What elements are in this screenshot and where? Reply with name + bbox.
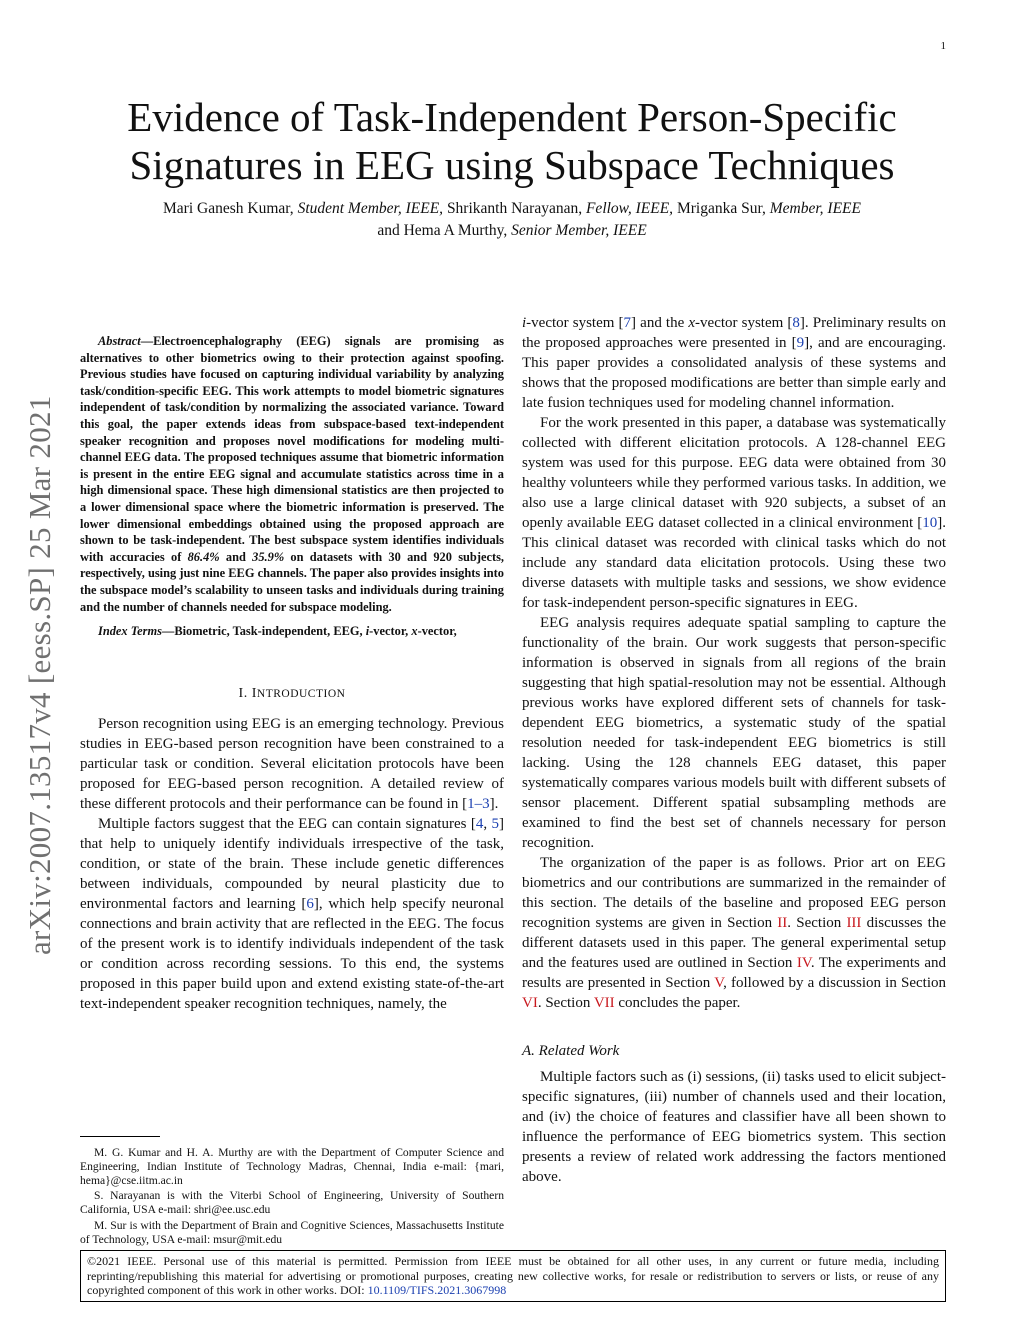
copyright-notice: [80, 1250, 946, 1302]
author-4-name: and Hema A Murthy,: [377, 222, 512, 239]
left-column: [80, 333, 504, 1014]
section-link[interactable]: IV: [796, 955, 811, 971]
intro-paragraph-4: [522, 413, 946, 613]
copyright-text: ©2021 IEEE. Personal use of this material is permitted. Permission from IEEE must be obtained for all other uses, in any current or future media, including reprinting/republishing this material for advertising or promotional purposes, creating new collective works, for resale or redistribution to servers or lists, or reuse of any copyrighted component of this work in other works. DOI:: [87, 1254, 939, 1298]
footnote-1: M. G. Kumar and H. A. Murthy are with the Department of Computer Science and Engineering, Indian Institute of Technology Madras, Chennai, India e-mail: {mari, hema}@cse.iitm.ac.in: [80, 1146, 504, 1187]
index-terms-label: Index Terms: [98, 624, 162, 639]
paragraph-text: ,: [483, 815, 492, 832]
paragraph-text: , followed by a discussion in Section: [723, 975, 946, 991]
paragraph-text: -vector system [: [695, 315, 793, 331]
accuracy-2: 35.9%: [252, 549, 285, 564]
author-list: [80, 198, 944, 242]
paragraph-text: discusses the different datasets used in this paper. The general experimental setup and the features used are outlined in Section: [522, 915, 946, 971]
abstract-label: Abstract: [98, 334, 141, 348]
author-1-name: Mari Ganesh Kumar,: [163, 200, 298, 217]
section-link[interactable]: III: [846, 915, 862, 931]
page-number: 1: [940, 40, 946, 52]
abstract-text: and: [400, 549, 434, 564]
index-terms-text: -vector,: [369, 624, 412, 639]
paragraph-text: ] that help to uniquely identify individuals irrespective of the task, condition, or state of the brain. These include genetic differences between individuals, compounded by neural plasticity due to environmental factors and learning [: [80, 815, 505, 912]
math-i: i: [522, 315, 527, 331]
paragraph-text: ], and are encouraging. This paper provides a consolidated analysis of these systems and shows that the proposed modifications are better than simple early and late fusion techniques used for modeling channel information.: [522, 335, 947, 411]
section-small-caps: NTRODUCTION: [256, 687, 346, 700]
paper-title: [80, 93, 944, 189]
author-2-role: Fellow, IEEE,: [585, 200, 674, 217]
paragraph-text: ]. Preliminary results on the proposed approaches were presented in [: [522, 315, 946, 351]
title-line-2: Signatures in EEG using Subspace Techniques: [129, 142, 895, 188]
footnote-divider: [80, 1136, 160, 1137]
right-column: [522, 313, 946, 1187]
citation-link[interactable]: 9: [796, 335, 805, 351]
section-link[interactable]: V: [714, 975, 724, 991]
section-link[interactable]: VII: [593, 995, 615, 1011]
paragraph-text: The organization of the paper is as follows. Prior art on EEG biometrics and our contributions are summarized in the remainder of this section. The details of the baseline and proposed EEG person recognition systems are given in Section: [522, 855, 946, 931]
math-x: x: [411, 624, 418, 639]
author-4-role: Senior Member, IEEE: [511, 222, 647, 239]
math-x: x: [688, 315, 696, 331]
paragraph-text: For the work presented in this paper, a database was systematically collected with different elicitation protocols. A 128-channel EEG system was used for this purpose. EEG data were obtained from 30 healthy volunteers while they performed various tasks. In addition, we also use a large clinical dataset with 920 subjects, a subset of an openly available EEG dataset collected in a clinical environment [: [522, 415, 946, 531]
accuracy-1: 86.4%: [187, 549, 220, 564]
citation-link[interactable]: 7: [623, 315, 632, 331]
intro-paragraph-5: EEG analysis requires adequate spatial sampling to capture the functionality of the brain. Our work suggests that person-specific information is observed in signals from all regions of the brain suggesting that high spatial-resolution may not be essential. Although previous works have explored different sets of channels for task-dependent EEG biometrics, a systematic study of the spatial resolution needed for task-independent EEG biometrics is still lacking. Using the 128 channels EEG dataset, this paper systematically compares various models built with different subsets of sensor placement. Different spatial subsampling methods are examined to find the best set of channels necessary for person recognition.: [522, 615, 946, 851]
abstract-text: on datasets with: [284, 549, 389, 564]
author-3-role: Member, IEEE: [769, 200, 861, 217]
citation-link[interactable]: 10: [922, 515, 938, 531]
section-number: I.: [238, 685, 252, 701]
footnote-2: S. Narayanan is with the Viterbi School of Engineering, University of Southern California, USA e-mail: shri@ee.usc.edu: [80, 1189, 504, 1217]
section-heading-introduction: [80, 684, 504, 704]
index-terms: [80, 623, 504, 640]
citation-link[interactable]: 1–3: [467, 795, 490, 812]
intro-paragraph-1: [80, 714, 504, 814]
paragraph-text: . Section: [787, 915, 847, 931]
author-2-name: Shrikanth Narayanan,: [443, 200, 586, 217]
subjects-count-2: 920: [433, 549, 452, 564]
paragraph-text: ] and the: [631, 315, 689, 331]
intro-paragraph-2: [80, 814, 504, 1014]
citation-link[interactable]: 5: [491, 815, 500, 832]
paragraph-text: -vector system [: [526, 315, 624, 331]
math-i: i: [365, 624, 370, 639]
doi-link[interactable]: 10.1109/TIFS.2021.3067998: [367, 1283, 507, 1298]
citation-link[interactable]: 8: [792, 315, 800, 331]
intro-paragraph-3: [522, 313, 946, 413]
intro-paragraph-6: [522, 853, 946, 1013]
section-initial: I: [251, 685, 257, 701]
abstract: [80, 333, 504, 615]
paragraph-text: ].: [489, 795, 499, 812]
paragraph-text: ]. This clinical dataset was recorded with clinical tasks which do not include any standard data elicitation protocols. Using these two diverse datasets with multiple tasks and sessions, we show evidence for task-independent person-specific signatures in EEG.: [522, 515, 946, 611]
section-link[interactable]: II: [777, 915, 788, 931]
author-1-role: Student Member, IEEE,: [297, 200, 444, 217]
related-work-paragraph-1: Multiple factors such as (i) sessions, (ii) tasks used to elicit subject-specific signatures, (iii) number of channels used and their location, and (iv) the choice of features and classifier have all been shown to influence the performance of EEG biometrics system. This section presents a review of related work addressing the factors mentioned above.: [522, 1069, 946, 1185]
paragraph-text: . Section: [537, 995, 594, 1011]
paragraph-text: . The experiments and results are presented in Section: [522, 955, 947, 991]
footnote-3: M. Sur is with the Department of Brain and Cognitive Sciences, Massachusetts Institute of Technology, USA e-mail: msur@mit.edu: [80, 1218, 504, 1246]
footnotes: [80, 1146, 504, 1249]
citation-link[interactable]: 6: [306, 895, 314, 912]
index-terms-text: -vector,: [417, 624, 457, 639]
citation-link[interactable]: 4: [475, 815, 484, 832]
paragraph-text: Person recognition using EEG is an emerging technology. Previous studies in EEG-based person recognition have been constrained to a particular task or condition. Several elicitation protocols have been proposed for EEG-based person recognition. A detailed review of these different protocols and their performance can be found in [: [80, 715, 504, 812]
index-terms-text: —Biometric, Task-independent, EEG,: [161, 624, 366, 639]
author-3-name: Mriganka Sur,: [673, 200, 770, 217]
abstract-text: subjects, respectively, using just nine EEG channels. The paper also provides insights into the subspace model’s scalability to unseen tasks and individuals during training and the number of channels needed for subspace modeling.: [80, 549, 504, 614]
paragraph-text: Multiple factors suggest that the EEG can contain signatures [: [98, 815, 476, 832]
section-link[interactable]: VI: [522, 995, 538, 1011]
subsection-heading-related-work: A. Related Work: [522, 1043, 620, 1059]
arxiv-stamp: arXiv:2007.13517v4 [eess.SP] 25 Mar 2021: [22, 395, 57, 955]
title-line-1: Evidence of Task-Independent Person-Specific: [127, 94, 897, 140]
paragraph-text: concludes the paper.: [614, 995, 741, 1011]
subjects-count-1: 30: [388, 549, 401, 564]
abstract-text: and: [219, 549, 253, 564]
paragraph-text: ], which help specify neuronal connections and brain activity that are reflected in the EEG. The focus of the present work is to identify individuals independent of the task or condition across recording sessions. To this end, the systems proposed in this paper build upon and extend existing state-of-the-art text-independent speaker recognition techniques, namely, the: [80, 895, 504, 1012]
abstract-text: —Electroencephalography (EEG) signals are promising as alternatives to other biometrics owing to their protection against spoofing. Previous studies have focused on capturing individual variability by analyzing task/condition-specific EEG. This work attempts to model biometric signatures independent of task/condition by normalizing the associated variance. Toward this goal, the paper extends ideas from subspace-based text-independent speaker recognition and proposes novel modifications for modeling multi-channel EEG data. The proposed techniques assume that biometric information is present in the entire EEG signal and accumulate statistics across time in a high dimensional space. These high dimensional statistics are then projected to a lower dimensional space where the biometric information is preserved. The lower dimensional embeddings obtained using the proposed approach are shown to be task-independent. The best subspace system identifies individuals with accuracies of: [80, 334, 504, 564]
